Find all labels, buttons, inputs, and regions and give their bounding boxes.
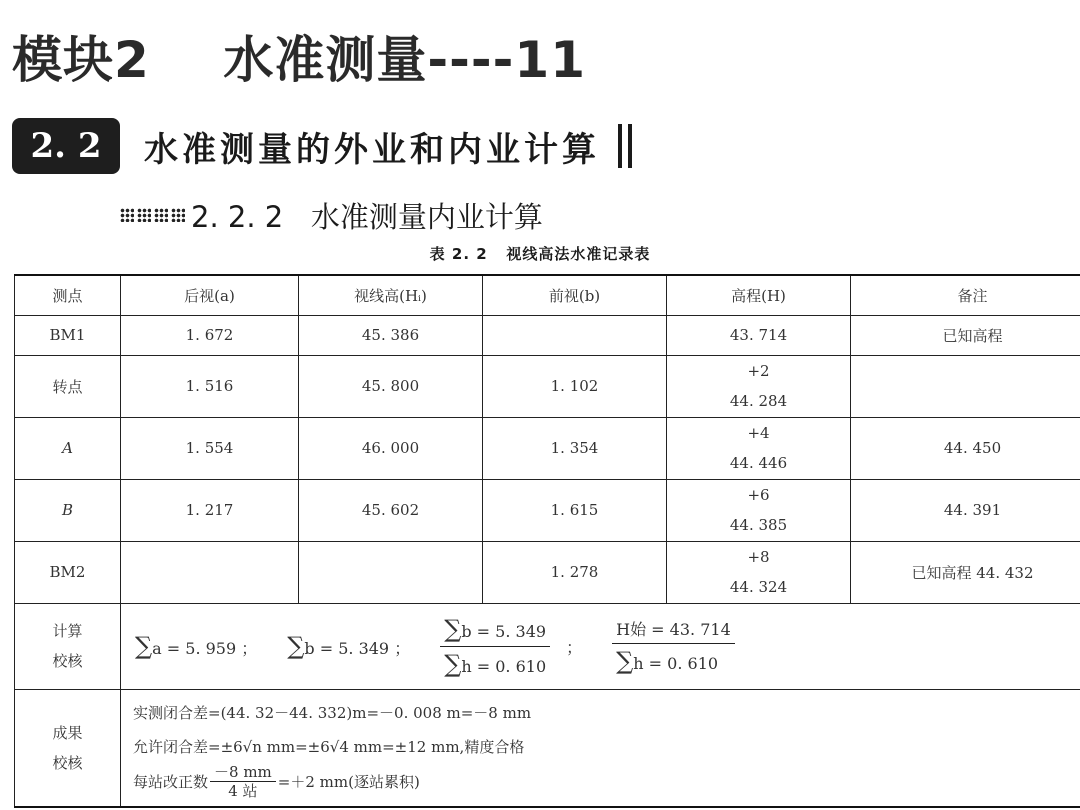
calc-check-label <box>15 603 121 689</box>
foresight-cell: 1. 278 <box>483 541 667 603</box>
point-cell: A <box>15 417 121 479</box>
column-header: 高程(H) <box>667 275 851 315</box>
elevation-value: 44. 284 <box>729 392 788 410</box>
leveling-record-table <box>14 274 1080 808</box>
note-cell: 44. 391 <box>851 479 1080 541</box>
column-header: 后视(a) <box>121 275 299 315</box>
subsection-heading <box>120 195 543 235</box>
column-header: 测点 <box>15 275 121 315</box>
elevation-cell: 43. 714 <box>667 315 851 355</box>
table-row <box>15 417 1080 479</box>
elevation-correction: +4 <box>747 424 770 442</box>
elevation-correction: +2 <box>747 362 770 380</box>
subsection-title: 2. 2. 2 水准测量内业计算 <box>191 199 543 234</box>
fraction-denominator: h = 0. 610 <box>461 656 547 676</box>
elevation-cell <box>667 479 851 541</box>
table-header-row <box>15 275 1080 315</box>
allowable-closure-line: 允许闭合差=±6√n mm=±6√4 mm=±12 mm,精度合格 <box>133 738 525 757</box>
sigma-symbol: ∑ <box>287 632 305 660</box>
table-row <box>15 541 1080 603</box>
correction-fraction <box>210 764 276 799</box>
label-line: 计算 <box>52 622 83 640</box>
table-row <box>15 355 1080 417</box>
foresight-cell: 1. 102 <box>483 355 667 417</box>
column-header: 备注 <box>851 275 1080 315</box>
fraction-denominator: 4 站 <box>228 782 258 801</box>
sigma-symbol: ∑ <box>616 647 634 675</box>
separator: ； <box>566 637 583 657</box>
fraction-numerator: b = 5. 349 <box>461 621 547 641</box>
fraction-h-over-h <box>612 617 735 675</box>
sum-a-formula <box>135 632 257 660</box>
elevation-correction: +6 <box>747 486 770 504</box>
table-caption: 表 2. 2 视线高法水准记录表 <box>429 245 651 263</box>
table-row <box>15 479 1080 541</box>
foresight-cell: 1. 615 <box>483 479 667 541</box>
note-cell: 44. 450 <box>851 417 1080 479</box>
point-cell: BM1 <box>15 315 121 355</box>
hi-cell: 45. 386 <box>299 315 483 355</box>
point-cell: B <box>15 479 121 541</box>
table-row <box>15 315 1080 355</box>
label-line: 成果 <box>52 723 83 742</box>
label-line: 校核 <box>52 753 83 772</box>
column-header: 前视(b) <box>483 275 667 315</box>
foresight-cell <box>483 315 667 355</box>
calc-check-row <box>15 603 1080 689</box>
result-check-row <box>15 689 1080 807</box>
elevation-cell <box>667 355 851 417</box>
label-line: 校核 <box>52 652 83 670</box>
correction-prefix: 每站改正数 <box>133 772 209 791</box>
dots-icon <box>120 208 185 222</box>
hi-cell <box>299 541 483 603</box>
note-cell <box>851 355 1080 417</box>
calc-check-formulas <box>121 603 1080 689</box>
hi-cell: 46. 000 <box>299 417 483 479</box>
fraction-numerator: －8 mm <box>210 764 276 782</box>
column-header: 视线高(Hᵢ) <box>299 275 483 315</box>
point-cell: 转点 <box>15 355 121 417</box>
section-badge: 2. 2 <box>14 120 118 172</box>
fraction-b-over-h <box>440 615 550 678</box>
note-cell: 已知高程 44. 432 <box>851 541 1080 603</box>
result-check-text <box>121 689 1080 807</box>
backsight-cell: 1. 516 <box>121 355 299 417</box>
backsight-cell: 1. 554 <box>121 417 299 479</box>
elevation-value: 44. 446 <box>729 454 788 472</box>
backsight-cell <box>121 541 299 603</box>
fraction-denominator: h = 0. 610 <box>633 654 719 673</box>
elevation-cell <box>667 417 851 479</box>
station-correction-line <box>133 764 1080 799</box>
fraction-numerator: H始 = 43. 714 <box>616 620 731 639</box>
section-title: 水准测量的外业和内业计算 <box>144 129 600 170</box>
elevation-value: 44. 324 <box>729 578 788 596</box>
result-check-label <box>15 689 121 807</box>
sum-b-text: b = 5. 349 ； <box>304 639 411 658</box>
sum-a-text: a = 5. 959 ； <box>152 639 258 658</box>
elevation-value: 44. 385 <box>729 516 788 534</box>
elevation-correction: +8 <box>747 548 770 566</box>
sigma-symbol: ∑ <box>444 649 462 678</box>
backsight-cell: 1. 672 <box>121 315 299 355</box>
section-bar-icon <box>618 124 632 168</box>
sigma-symbol: ∑ <box>135 632 153 660</box>
elevation-cell <box>667 541 851 603</box>
backsight-cell: 1. 217 <box>121 479 299 541</box>
foresight-cell: 1. 354 <box>483 417 667 479</box>
sum-b-formula <box>287 632 410 660</box>
hi-cell: 45. 602 <box>299 479 483 541</box>
correction-suffix: =＋2 mm(逐站累积) <box>277 772 420 791</box>
section-heading <box>14 118 632 174</box>
measured-closure-line: 实测闭合差=(44. 32－44. 332)m=－0. 008 m=－8 mm <box>133 704 532 723</box>
note-cell: 已知高程 <box>851 315 1080 355</box>
main-title: 模块2 水准测量----11 <box>12 31 587 89</box>
sigma-symbol: ∑ <box>444 614 462 643</box>
hi-cell: 45. 800 <box>299 355 483 417</box>
point-cell: BM2 <box>15 541 121 603</box>
